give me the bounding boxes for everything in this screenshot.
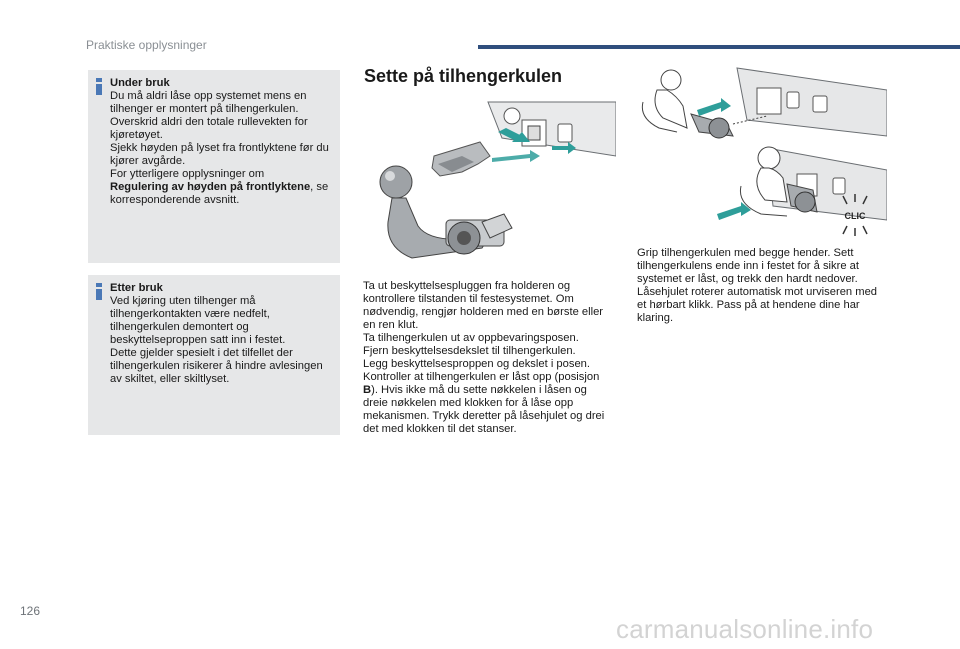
info-box-text	[110, 77, 334, 207]
info-box-title: Etter bruk	[110, 282, 163, 294]
info-icon	[96, 283, 102, 300]
info-ref-suffix: , se korresponderende avsnitt.	[110, 181, 329, 206]
paragraph: Ta ut beskyttelsespluggen fra holderen og kontrollere tilstanden til festesystemet. Om nødvendig, rengjør holderen med en børste eller en ren klut.	[363, 280, 604, 331]
watermark: carmanualsonline.info	[616, 614, 874, 644]
page-number: 126	[20, 604, 41, 618]
info-line: Sjekk høyden på lyset fra frontlyktene før du kjører avgårde.	[110, 142, 329, 167]
paragraph: Fjern beskyttelsesdekslet til tilhengerkulen.	[363, 345, 576, 357]
paragraph-part: ). Hvis ikke må du sette nøkkelen i låsen og dreie nøkkelen med klokken for å låse opp mekanismen. Trykk deretter på låsehjulet og drei det med klokken til det stanser.	[363, 384, 605, 435]
info-box-text	[110, 282, 334, 386]
info-line: Ved kjøring uten tilhenger må tilhengerkontakten være nedfelt, tilhengerkulen demontert og beskyttelseproppen satt inn i festet.	[110, 295, 286, 346]
clic-label: CLIC	[844, 211, 866, 221]
page-section-title: Praktiske opplysninger	[86, 38, 207, 52]
position-label: B	[363, 384, 372, 396]
info-ref-prefix: For ytterligere opplysninger om	[110, 168, 265, 180]
paragraph: Legg beskyttelsesproppen og dekslet i posen.	[363, 358, 591, 370]
header-accent-bar	[478, 45, 960, 49]
column-1-text	[363, 280, 613, 436]
paragraph: Låsehjulet roterer automatisk mot urviseren med et hørbart klikk. Pass på at hendene dine har klaring.	[637, 286, 878, 324]
paragraph: Ta tilhengerkulen ut av oppbevaringsposen.	[363, 332, 579, 344]
column-2-text	[637, 247, 887, 325]
info-box-etter-bruk	[88, 275, 340, 435]
info-icon	[96, 78, 102, 95]
info-ref-link: Regulering av høyden på frontlyktene	[110, 181, 311, 193]
info-box-under-bruk	[88, 70, 340, 263]
info-line: Dette gjelder spesielt i det tilfellet der tilhengerkulen risikerer å hindre avlesingen av skiltet, eller skiltlyset.	[110, 347, 323, 385]
paragraph	[363, 371, 613, 436]
info-reference	[110, 168, 334, 207]
section-heading: Sette på tilhengerkulen	[364, 66, 563, 86]
paragraph-part: Kontroller at tilhengerkulen er låst opp (posisjon	[363, 371, 600, 383]
info-box-title: Under bruk	[110, 77, 170, 89]
paragraph: Grip tilhengerkulen med begge hender. Sett tilhengerkulens ende inn i festet for å sikre at systemet er låst, og trekk den hardt nedover.	[637, 247, 860, 285]
info-line: Overskrid aldri den totale rullevekten for kjøretøyet.	[110, 116, 308, 141]
towball-removal-illustration	[362, 98, 616, 266]
info-line: Du må aldri låse opp systemet mens en tilhenger er montert på tilhengerkulen.	[110, 90, 307, 115]
towball-insertion-illustration	[637, 66, 887, 240]
